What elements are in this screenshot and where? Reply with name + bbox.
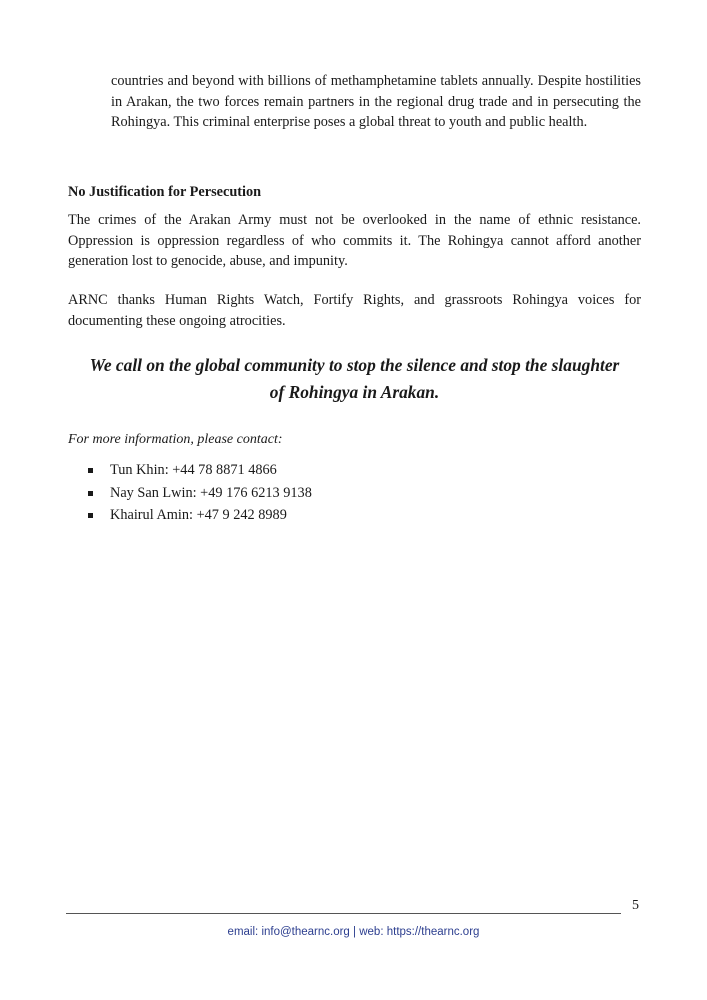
call-to-action-line-1: We call on the global community to stop the silence and stop the slaughter — [89, 355, 620, 375]
contact-text: Nay San Lwin: +49 176 6213 9138 — [110, 484, 312, 501]
contact-text: Tun Khin: +44 78 8871 4866 — [110, 462, 277, 478]
list-item — [88, 459, 312, 482]
contact-list — [88, 459, 312, 527]
section-heading: No Justification for Persecution — [68, 184, 262, 200]
paragraph-thanks: ARNC thanks Human Rights Watch, Fortify Rights, and grassroots Rohingya voices for documenting these ongoing atrocities. — [68, 292, 641, 329]
footer-contact — [0, 926, 707, 938]
bullet-square-icon — [88, 513, 93, 518]
footer-divider — [66, 913, 621, 914]
footer-web-label: web: — [359, 926, 384, 938]
bullet-square-icon — [88, 468, 93, 473]
footer-email-link[interactable]: info@thearnc.org — [261, 926, 350, 938]
continuation-text: countries and beyond with billions of methamphetamine tablets annually. Despite hostilities in Arakan, the two forces remain partners in the regional drug trade and in persecuting the Rohingya. This criminal enterprise poses a global threat to youth and public health. — [111, 73, 641, 131]
contact-label: For more information, please contact: — [68, 432, 283, 447]
page-number: 5 — [632, 898, 639, 913]
contact-text: Khairul Amin: +47 9 242 8989 — [110, 507, 287, 524]
call-to-action-line-2: of Rohingya in Arakan. — [269, 382, 440, 402]
bullet-square-icon — [88, 491, 93, 496]
footer-separator: | — [353, 926, 357, 938]
continued-bullet-paragraph — [111, 71, 641, 133]
call-to-action — [66, 352, 643, 406]
list-item — [88, 504, 312, 527]
list-item — [88, 482, 312, 505]
footer-web-link[interactable]: https://thearnc.org — [386, 926, 480, 938]
footer-email-label: email: — [227, 926, 259, 938]
paragraph-arakan-army: The crimes of the Arakan Army must not be overlooked in the name of ethnic resistance. Oppression is oppression regardless of who commits it. The Rohingya cannot afford another generation lost to genocide, abuse, and impunity. — [68, 212, 641, 270]
